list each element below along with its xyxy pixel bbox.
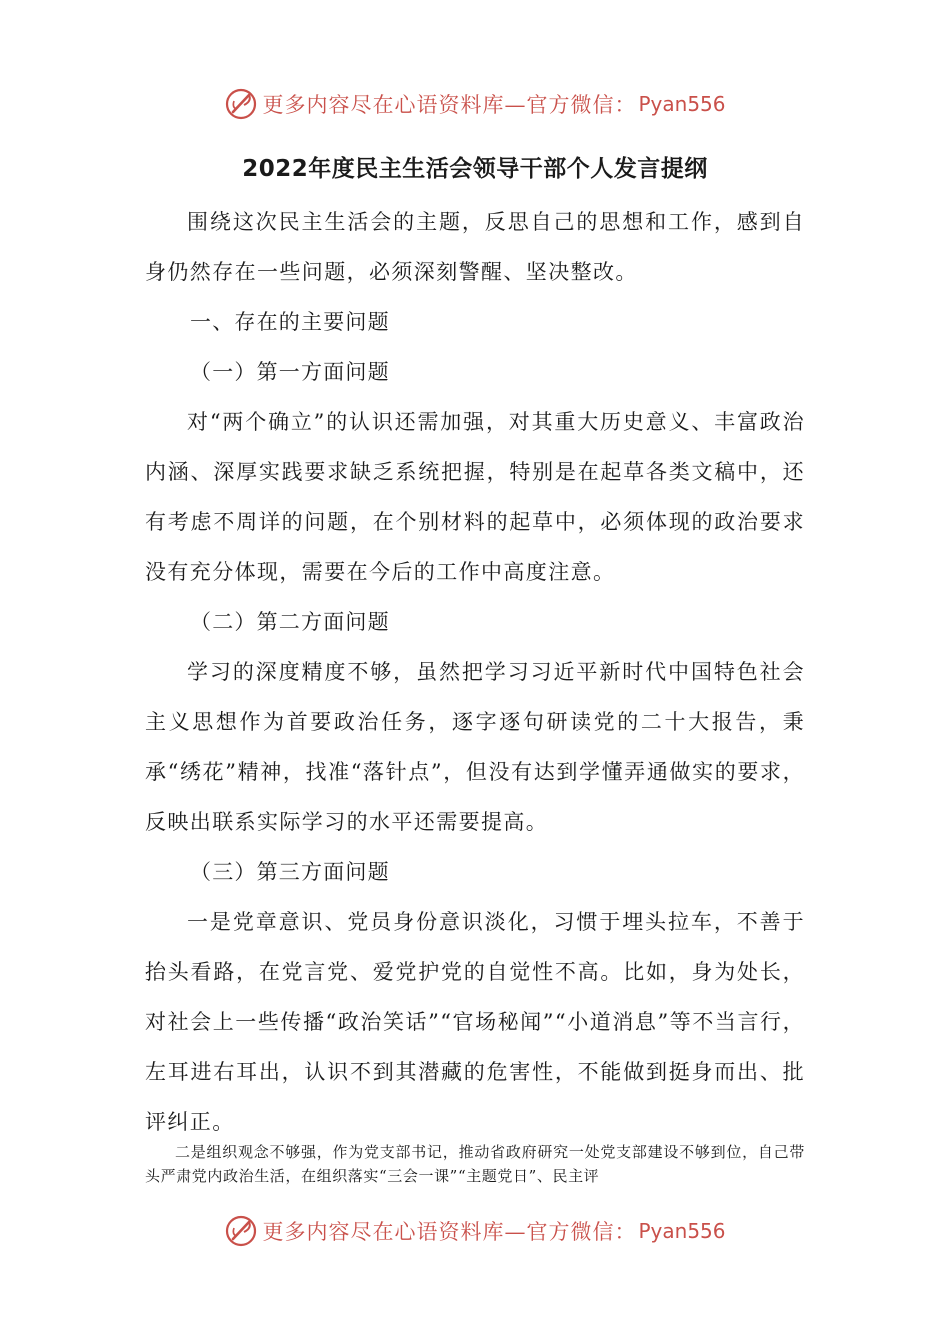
watermark-wechat-id: Pyan556 (638, 1219, 726, 1243)
subsection-heading-1: （一）第一方面问题 (190, 360, 390, 384)
subsection-paragraph-3: 一是党章意识、党员身份意识淡化，习惯于埋头拉车，不善于抬头看路，在党言党、爱党护党的自觉性不高。比如，身为处长，对社会上一些传播“政治笑话”“官场秘闻”“小道消息”等不当言行，左耳进右耳出，认识不到其潜藏的危害性，不能做到挺身而出、批评纠正。 (145, 910, 805, 1134)
quill-logo-icon (224, 87, 258, 121)
subsection-heading-2: （二）第二方面问题 (190, 610, 390, 634)
subsection-paragraph-1: 对“两个确立”的认识还需加强，对其重大历史意义、丰富政治内涵、深厚实践要求缺乏系统把握，特别是在起草各类文稿中，还有考虑不周详的问题，在个别材料的起草中，必须体现的政治要求没有充分体现，需要在今后的工作中高度注意。 (145, 410, 805, 584)
document-title: 2022年度民主生活会领导干部个人发言提纲 (242, 156, 708, 182)
subsection-paragraph-2: 学习的深度精度不够，虽然把学习习近平新时代中国特色社会主义思想作为首要政治任务，逐字逐句研读党的二十大报告，秉承“绣花”精神，找准“落针点”，但没有达到学懂弄通做实的要求，反映出联系实际学习的水平还需要提高。 (145, 660, 805, 834)
watermark-text: 更多内容尽在心语资料库—官方微信： (262, 1220, 637, 1244)
continued-paragraph: 二是组织观念不够强，作为党支部书记，推动省政府研究一处党支部建设不够到位，自己带头严肃党内政治生活，在组织落实“三会一课”“主题党日”、民主评 (145, 1143, 805, 1185)
section-heading: 一、存在的主要问题 (190, 310, 390, 334)
subsection-heading-3: （三）第三方面问题 (190, 860, 390, 884)
watermark-banner-top (0, 84, 950, 124)
watermark-banner-bottom (0, 1211, 950, 1251)
document-body (145, 197, 805, 1147)
intro-paragraph: 围绕这次民主生活会的主题，反思自己的思想和工作，感到自身仍然存在一些问题，必须深刻警醒、坚决整改。 (145, 210, 805, 284)
quill-logo-icon (224, 1214, 258, 1248)
watermark-wechat-id: Pyan556 (638, 92, 726, 116)
watermark-text: 更多内容尽在心语资料库—官方微信： (262, 93, 637, 117)
